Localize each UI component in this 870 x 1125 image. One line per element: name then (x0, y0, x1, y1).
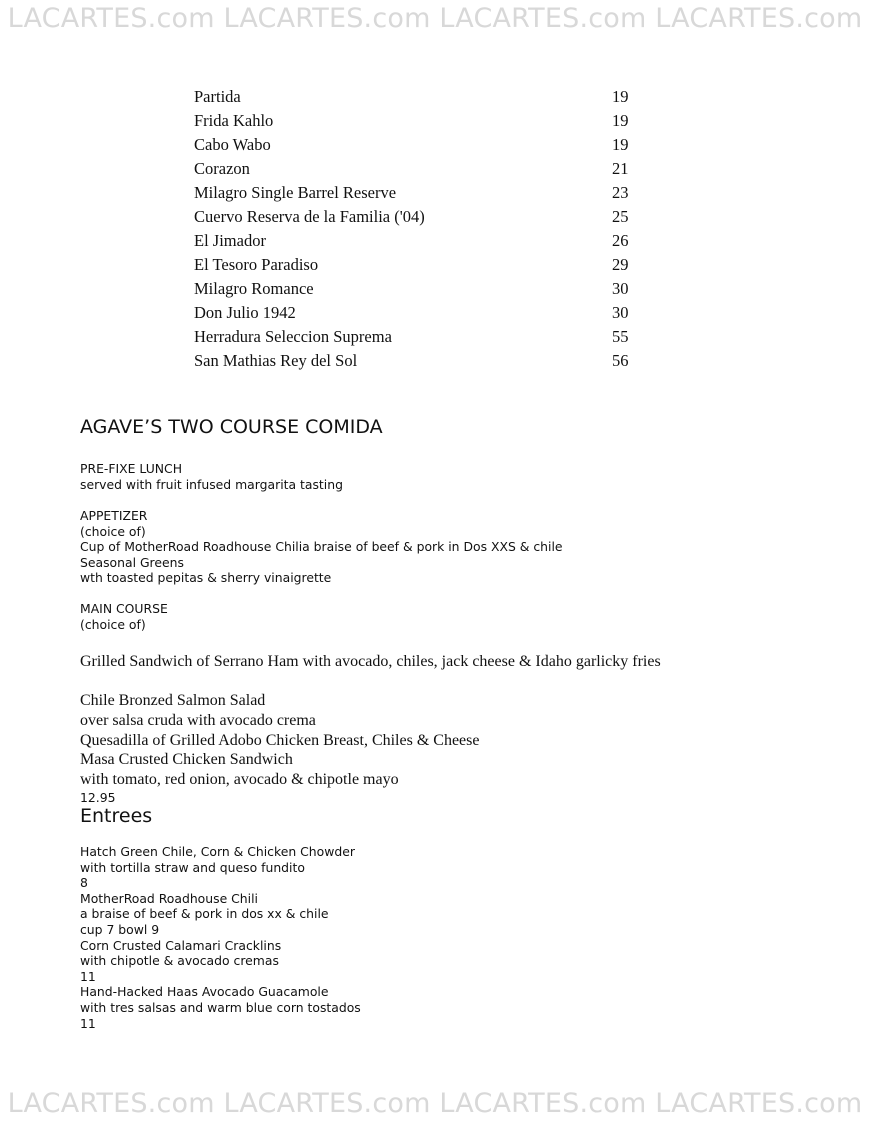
tequila-price: 21 (612, 159, 629, 178)
tequila-name: Frida Kahlo (194, 111, 274, 130)
entree-description: with chipotle & avocado cremas (80, 953, 279, 969)
tequila-name: Herradura Seleccion Suprema (194, 327, 392, 346)
tequila-price: 23 (612, 183, 629, 202)
tequila-row (194, 349, 644, 373)
appetizer-item-description: wth toasted pepitas & sherry vinaigrette (80, 570, 332, 586)
tequila-row (194, 229, 644, 253)
tequila-price: 25 (612, 207, 629, 226)
tequila-price: 19 (612, 135, 629, 154)
tequila-price: 56 (612, 351, 629, 370)
tequila-row (194, 133, 644, 157)
main-course-heading: MAIN COURSE (80, 601, 168, 616)
entree-name: Hand-Hacked Haas Avocado Guacamole (80, 984, 329, 1000)
tequila-row (194, 253, 644, 277)
main-course-block (80, 601, 168, 632)
prefixe-heading: PRE-FIXE LUNCH (80, 461, 183, 476)
main-item-description: with tomato, red onion, avocado & chipotle mayo (80, 771, 399, 789)
appetizer-item: Cup of MotherRoad Roadhouse Chilia braise of beef & pork in Dos XXS & chile (80, 539, 563, 555)
tequila-row (194, 301, 644, 325)
watermark-top: LACARTES.com LACARTES.com LACARTES.com LACARTES.com (7, 3, 863, 34)
entree-price: 8 (80, 875, 88, 891)
main-item: Chile Bronzed Salmon Salad (80, 692, 266, 709)
comida-price-block (80, 790, 115, 806)
comida-price: 12.95 (80, 790, 116, 805)
tequila-name: Milagro Single Barrel Reserve (194, 183, 397, 202)
sandwich-block (80, 652, 661, 672)
tequila-name: Don Julio 1942 (194, 303, 296, 322)
tequila-name: Cabo Wabo (194, 135, 271, 154)
prefixe-block (80, 461, 343, 492)
entree-description: with tres salsas and warm blue corn tostados (80, 999, 361, 1015)
tequila-name: San Mathias Rey del Sol (194, 351, 358, 370)
entrees-section-title: Entrees (80, 805, 153, 827)
main-item: Grilled Sandwich of Serrano Ham with avocado, chiles, jack cheese & Idaho garlicky fries (80, 653, 661, 670)
entree-name: MotherRoad Roadhouse Chili (80, 890, 258, 906)
tequila-row (194, 277, 644, 301)
tequila-price: 19 (612, 87, 629, 106)
main-item: Masa Crusted Chicken Sandwich (80, 751, 293, 769)
main-item: Quesadilla of Grilled Adobo Chicken Breast, Chiles & Cheese (80, 731, 480, 749)
appetizer-item: Seasonal Greens (80, 554, 184, 570)
main-course-choice: (choice of) (80, 616, 146, 632)
appetizer-choice: (choice of) (80, 523, 146, 539)
tequila-name: Milagro Romance (194, 279, 314, 298)
tequila-list (194, 85, 644, 373)
tequila-row (194, 85, 644, 109)
entree-name: Hatch Green Chile, Corn & Chicken Chowder (80, 844, 355, 859)
mains-block (80, 691, 479, 790)
tequila-price: 26 (612, 231, 629, 250)
tequila-price: 19 (612, 111, 629, 130)
tequila-name: Partida (194, 87, 241, 106)
entree-price: cup 7 bowl 9 (80, 921, 160, 937)
tequila-price: 30 (612, 279, 629, 298)
tequila-name: El Jimador (194, 231, 266, 250)
entree-price: 11 (80, 1015, 96, 1031)
tequila-price: 30 (612, 303, 629, 322)
tequila-name: Cuervo Reserva de la Familia ('04) (194, 207, 425, 226)
prefixe-note: served with fruit infused margarita tasting (80, 476, 343, 492)
watermark-bottom: LACARTES.com LACARTES.com LACARTES.com LACARTES.com (7, 1088, 863, 1119)
comida-section-title: AGAVE’S TWO COURSE COMIDA (80, 416, 383, 438)
tequila-row (194, 325, 644, 349)
entree-description: with tortilla straw and queso fundito (80, 859, 305, 875)
tequila-price: 55 (612, 327, 629, 346)
tequila-name: Corazon (194, 159, 250, 178)
tequila-row (194, 157, 644, 181)
entree-price: 11 (80, 968, 96, 984)
appetizer-block (80, 508, 563, 586)
appetizer-heading: APPETIZER (80, 508, 148, 523)
tequila-price: 29 (612, 255, 629, 274)
tequila-row (194, 109, 644, 133)
entree-description: a braise of beef & pork in dos xx & chile (80, 906, 329, 922)
tequila-name: El Tesoro Paradiso (194, 255, 319, 274)
entree-name: Corn Crusted Calamari Cracklins (80, 937, 282, 953)
entrees-list (80, 844, 361, 1031)
tequila-row (194, 205, 644, 229)
main-item-description: over salsa cruda with avocado crema (80, 711, 316, 729)
tequila-row (194, 181, 644, 205)
